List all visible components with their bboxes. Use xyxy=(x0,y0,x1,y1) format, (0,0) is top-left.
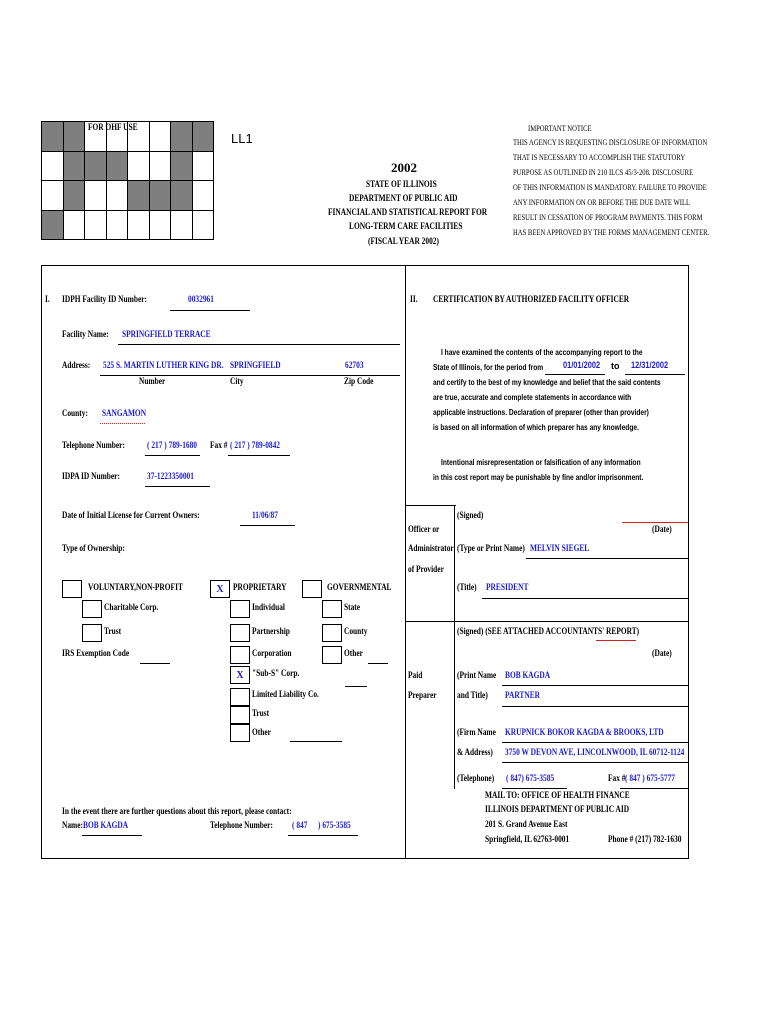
section1-roman: I. xyxy=(45,295,50,305)
ohf-grid-cell xyxy=(192,181,214,211)
address-sub-city: City xyxy=(230,377,244,387)
preparer-fax-line xyxy=(620,788,688,789)
other-gov-line xyxy=(368,663,388,664)
cert-line-6: is based on all information of which preparer has any knowledge. xyxy=(433,422,639,432)
frame-divider xyxy=(405,265,406,858)
contact-line: In the event there are further questions about this report, please contact: xyxy=(62,807,292,817)
preparer-tel[interactable]: ( 847) 675-3585 xyxy=(506,774,555,784)
ohf-grid-cell xyxy=(106,210,128,240)
address-line xyxy=(100,375,400,376)
other-prop-line xyxy=(290,741,342,742)
officer-signed-mark xyxy=(622,522,688,523)
llc-label: Limited Liability Co. xyxy=(252,690,319,700)
ohf-grid-cell xyxy=(128,181,150,211)
facility-id-value[interactable]: 0032961 xyxy=(188,295,214,305)
preparer-fax[interactable]: ( 847 ) 675-5777 xyxy=(625,774,676,784)
period-to-line xyxy=(625,374,685,375)
voluntary-label: VOLUNTARY,NON-PROFIT xyxy=(88,583,183,593)
ohf-grid-cell xyxy=(192,151,214,181)
license-label: Date of Initial License for Current Owners: xyxy=(62,511,200,521)
irs-line xyxy=(140,663,170,664)
officer-name[interactable]: MELVIN SIEGEL xyxy=(530,544,590,554)
period-to-label: to xyxy=(611,361,620,371)
other-gov-checkbox[interactable] xyxy=(322,646,342,664)
notice-line-6: RESULT IN CESSATION OF PROGRAM PAYMENTS. THIS FORM xyxy=(513,212,703,222)
officer-label-1: Officer or xyxy=(408,525,440,535)
fax-label: Fax # xyxy=(210,441,228,451)
telephone-line xyxy=(145,455,200,456)
firm-address[interactable]: 3750 W DEVON AVE, LINCOLNWOOD, IL 60712-1124 xyxy=(505,748,685,758)
frame-top xyxy=(41,265,689,266)
voluntary-checkbox[interactable] xyxy=(62,580,82,598)
form-code: LL1 xyxy=(231,131,253,146)
facility-name-label: Facility Name: xyxy=(62,330,109,340)
ohf-grid-cell xyxy=(171,151,193,181)
telephone-label: Telephone Number: xyxy=(62,441,125,451)
ohf-grid-cell xyxy=(149,210,171,240)
trust-np-label: Trust xyxy=(104,627,122,637)
proprietary-label: PROPRIETARY xyxy=(233,583,287,593)
period-from[interactable]: 01/01/2002 xyxy=(563,360,601,371)
officer-top-rule xyxy=(405,505,456,506)
contact-tel-label: Telephone Number: xyxy=(210,821,273,831)
preparer-name[interactable]: BOB KAGDA xyxy=(505,671,551,681)
ohf-grid-cell xyxy=(63,181,85,211)
other-prop-checkbox[interactable] xyxy=(230,724,250,742)
type-name-label: (Type or Print Name) xyxy=(457,544,525,554)
address-city[interactable]: SPRINGFIELD xyxy=(230,361,281,371)
idpa-label: IDPA ID Number: xyxy=(62,472,120,482)
facility-id-label: IDPH Facility ID Number: xyxy=(62,295,148,305)
period-from-line xyxy=(545,374,605,375)
ohf-grid-cell xyxy=(85,210,107,240)
notice-line-2: THAT IS NECESSARY TO ACCOMPLISH THE STATUTORY xyxy=(513,152,686,162)
notice-line-7: HAS BEEN APPROVED BY THE FORMS MANAGEMENT CENTER. xyxy=(513,227,710,237)
ohf-grid-cell xyxy=(63,122,85,152)
state-label: State xyxy=(344,603,361,613)
officer-divider xyxy=(454,505,455,622)
ohf-use-grid xyxy=(41,121,214,240)
ohf-grid-cell xyxy=(171,181,193,211)
preparer-tel-line xyxy=(502,788,567,789)
state-checkbox[interactable] xyxy=(322,600,342,618)
preparer-title[interactable]: PARTNER xyxy=(505,691,541,701)
ohf-grid-cell xyxy=(63,210,85,240)
officer-bottom-rule xyxy=(405,621,689,622)
section2-title: CERTIFICATION BY AUTHORIZED FACILITY OFFICER xyxy=(433,295,630,305)
other-prop-label: Other xyxy=(252,728,271,738)
ohf-grid-cell xyxy=(85,151,107,181)
cert-line-2: State of Illinois, for the period from xyxy=(433,362,544,372)
ohf-grid-cell xyxy=(171,210,193,240)
fax-value[interactable]: ( 217 ) 789-0842 xyxy=(230,441,281,451)
paid-label: Paid xyxy=(408,671,423,681)
preparer-title-line xyxy=(502,706,688,707)
subs-corp-checkbox[interactable]: X xyxy=(230,666,250,684)
county-line xyxy=(100,423,145,424)
mail-line-1: MAIL TO: OFFICE OF HEALTH FINANCE xyxy=(485,791,630,801)
mail-line-3: 201 S. Grand Avenue East xyxy=(485,820,568,830)
subs-line xyxy=(345,686,367,687)
frame-right xyxy=(688,265,689,858)
notice-line-5: ANY INFORMATION ON OR BEFORE THE DUE DATE WILL xyxy=(513,197,691,207)
section2-roman: II. xyxy=(410,295,418,305)
ohf-grid-cell xyxy=(42,210,64,240)
frame-bottom xyxy=(41,858,689,859)
facility-id-line xyxy=(170,310,250,311)
firm-address-line xyxy=(502,762,688,763)
ohf-grid-row xyxy=(42,210,214,240)
officer-signed-label: (Signed) xyxy=(457,511,484,521)
warning-line-2: in this cost report may be punishable by fine and/or imprisonment. xyxy=(433,472,644,482)
preparer-name-line xyxy=(502,685,688,686)
governmental-checkbox[interactable] xyxy=(302,580,322,598)
address-sub-zip: Zip Code xyxy=(344,377,374,387)
address-zip[interactable]: 62703 xyxy=(345,361,364,371)
contact-tel-number[interactable]: ) 675-3585 xyxy=(318,821,351,831)
frame-left xyxy=(41,265,42,858)
llc-checkbox[interactable] xyxy=(230,688,250,706)
preparer-label: Preparer xyxy=(408,691,437,701)
partnership-checkbox[interactable] xyxy=(230,624,250,642)
ohf-grid-cell xyxy=(192,210,214,240)
fax-line xyxy=(228,455,290,456)
individual-label: Individual xyxy=(252,603,285,613)
print-name-label: (Print Name xyxy=(457,671,497,681)
ohf-grid-cell xyxy=(42,181,64,211)
trust-np-checkbox[interactable] xyxy=(82,624,102,642)
firm-name-label: (Firm Name xyxy=(457,728,496,738)
cert-line-1: I have examined the contents of the accompanying report to the xyxy=(441,347,643,357)
ohf-grid-cell xyxy=(171,122,193,152)
proprietary-checkbox[interactable]: X xyxy=(210,580,230,598)
ohf-grid-cell xyxy=(85,181,107,211)
contact-name-value[interactable]: BOB KAGDA xyxy=(83,821,129,831)
individual-checkbox[interactable] xyxy=(230,600,250,618)
officer-title[interactable]: PRESIDENT xyxy=(486,583,529,593)
contact-tel-line xyxy=(288,835,358,836)
subs-corp-label: "Sub-S" Corp. xyxy=(252,669,300,679)
cert-line-3: and certify to the best of my knowledge and belief that the said contents xyxy=(433,377,661,387)
warning-line-1: Intentional misrepresentation or falsification of any information xyxy=(441,457,641,467)
ohf-grid-cell xyxy=(106,181,128,211)
firm-name[interactable]: KRUPNICK BOKOR KAGDA & BROOKS, LTD xyxy=(505,728,664,738)
address-sub-number: Number xyxy=(139,377,166,387)
telephone-value[interactable]: ( 217 ) 789-1680 xyxy=(147,441,198,451)
license-date[interactable]: 11/06/87 xyxy=(252,511,278,521)
preparer-tel-label: (Telephone) xyxy=(457,774,495,784)
county-value[interactable]: SANGAMON xyxy=(102,409,147,419)
header-line-5: (FISCAL YEAR 2002) xyxy=(368,237,439,247)
ohf-grid-cell xyxy=(149,181,171,211)
address-street[interactable]: 525 S. MARTIN LUTHER KING DR. xyxy=(103,361,224,371)
ohf-grid-cell xyxy=(149,122,171,152)
county-gov-label: County xyxy=(344,627,368,637)
notice-line-4: OF THIS INFORMATION IS MANDATORY. FAILURE TO PROVIDE xyxy=(513,182,707,192)
idpa-line xyxy=(145,486,210,487)
notice-title: IMPORTANT NOTICE xyxy=(528,123,592,133)
header-line-4: LONG-TERM CARE FACILITIES xyxy=(349,222,463,232)
officer-date-label: (Date) xyxy=(652,525,672,535)
cert-line-4: are true, accurate and complete statements in accordance with xyxy=(433,392,632,402)
facility-name-value[interactable]: SPRINGFIELD TERRACE xyxy=(122,330,211,340)
mail-phone: Phone # (217) 782-1630 xyxy=(608,835,682,845)
ohf-grid-row xyxy=(42,181,214,211)
header-line-3: FINANCIAL AND STATISTICAL REPORT FOR xyxy=(328,208,488,218)
ohf-grid-cell xyxy=(128,210,150,240)
preparer-divider xyxy=(454,621,455,789)
cert-line-5: applicable instructions. Declaration of preparer (other than provider) xyxy=(433,407,649,417)
report-year: 2002 xyxy=(391,160,417,175)
and-title-label: and Title) xyxy=(457,691,488,701)
officer-label-2: Administrator xyxy=(408,544,454,554)
ohf-grid-cell xyxy=(63,151,85,181)
ohf-label: FOR OHF USE xyxy=(88,123,138,133)
header-line-1: STATE OF ILLINOIS xyxy=(366,180,437,190)
preparer-fax-label: Fax # xyxy=(608,774,626,784)
facility-name-line xyxy=(118,344,400,345)
ohf-grid-cell xyxy=(192,122,214,152)
corporation-checkbox[interactable] xyxy=(230,646,250,664)
ownership-label: Type of Ownership: xyxy=(62,544,125,554)
irs-label: IRS Exemption Code xyxy=(62,649,130,659)
preparer-signed: (Signed) (SEE ATTACHED ACCOUNTANTS' REPORT) xyxy=(457,627,640,637)
partnership-label: Partnership xyxy=(252,627,290,637)
corporation-label: Corporation xyxy=(252,649,292,659)
notice-line-1: THIS AGENCY IS REQUESTING DISCLOSURE OF INFORMATION xyxy=(513,137,708,147)
idpa-value[interactable]: 37-1223350001 xyxy=(147,472,194,482)
ohf-grid-cell xyxy=(106,151,128,181)
charitable-checkbox[interactable] xyxy=(82,600,102,618)
period-to[interactable]: 12/31/2002 xyxy=(631,360,669,371)
ohf-grid-row xyxy=(42,151,214,181)
firm-name-line xyxy=(502,742,688,743)
preparer-signed-mark xyxy=(596,640,636,641)
officer-label-3: of Provider xyxy=(408,565,444,575)
ohf-grid-cell xyxy=(149,151,171,181)
address-label: Address: xyxy=(62,361,91,371)
officer-title-line xyxy=(482,598,688,599)
county-label: County: xyxy=(62,409,88,419)
charitable-label: Charitable Corp. xyxy=(104,603,159,613)
governmental-label: GOVERNMENTAL xyxy=(327,583,392,593)
mail-line-2: ILLINOIS DEPARTMENT OF PUBLIC AID xyxy=(485,805,630,815)
notice-line-3: PURPOSE AS OUTLINED IN 210 ILCS 45/3-208. DISCLOSURE xyxy=(513,167,694,177)
header-line-2: DEPARTMENT OF PUBLIC AID xyxy=(349,194,458,204)
county-checkbox[interactable] xyxy=(322,624,342,642)
trust-prop-checkbox[interactable] xyxy=(230,706,250,724)
firm-address-label: & Address) xyxy=(457,748,493,758)
preparer-date-label: (Date) xyxy=(652,649,672,659)
ohf-grid-cell xyxy=(42,122,64,152)
ohf-grid-cell xyxy=(128,151,150,181)
officer-name-line xyxy=(526,558,688,559)
license-line xyxy=(240,525,295,526)
contact-name-label: Name: xyxy=(62,821,83,831)
contact-name-line xyxy=(82,835,142,836)
contact-tel-area[interactable]: ( 847 xyxy=(292,821,308,831)
other-gov-label: Other xyxy=(344,649,363,659)
mail-city-line: Springfield, IL 62763-0001 xyxy=(485,835,570,845)
title-label: (Title) xyxy=(457,583,477,593)
trust-prop-label: Trust xyxy=(252,709,270,719)
ohf-grid-cell xyxy=(42,151,64,181)
